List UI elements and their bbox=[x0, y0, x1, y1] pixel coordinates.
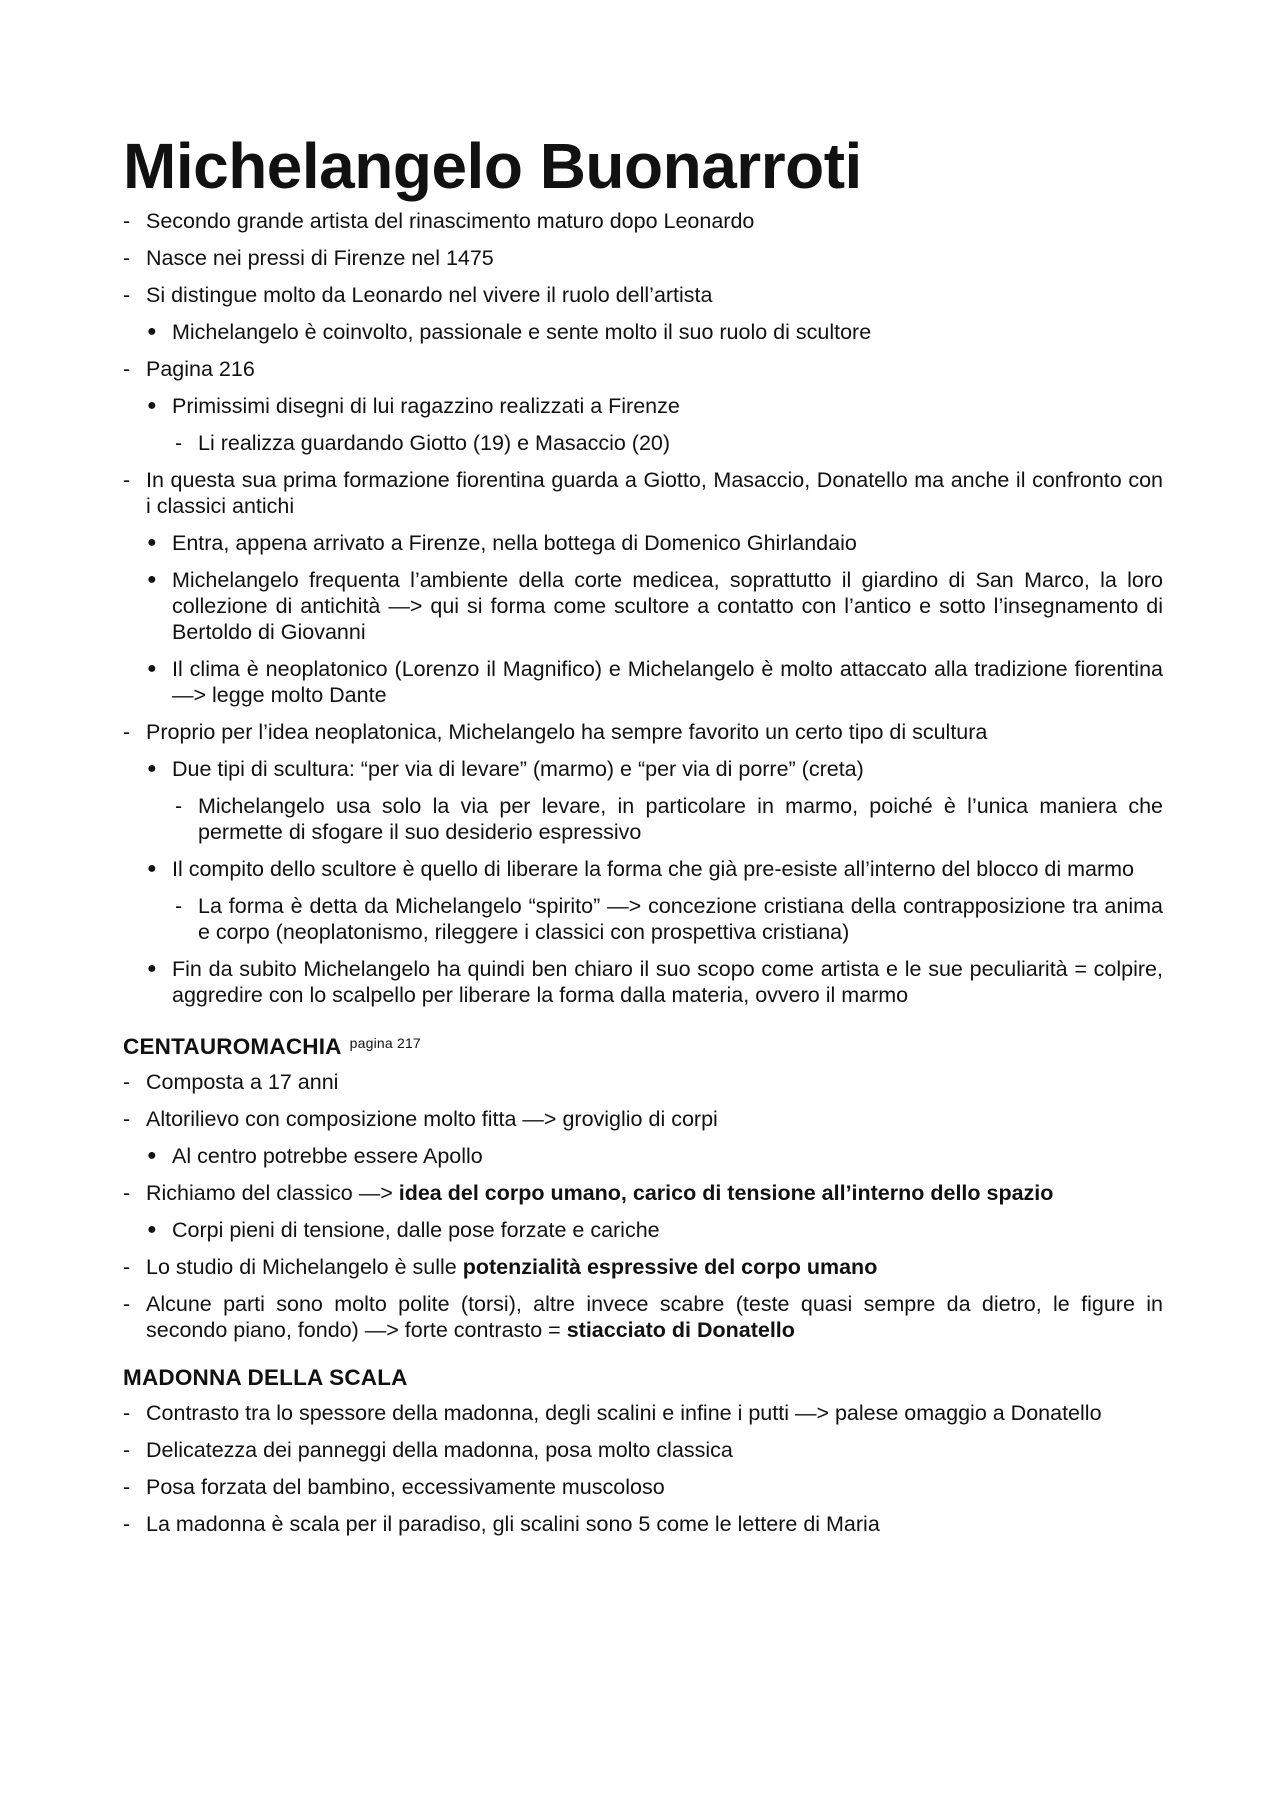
dash-icon: - bbox=[123, 1401, 131, 1425]
page-reference-note: pagina 217 bbox=[349, 1035, 421, 1051]
section-list bbox=[123, 1400, 1163, 1537]
list-item-text: Si distingue molto da Leonardo nel vivere il ruolo dell’artista bbox=[146, 283, 713, 307]
list-item-text: Composta a 17 anni bbox=[146, 1070, 339, 1094]
list-item bbox=[123, 719, 1163, 745]
bullet-icon: ● bbox=[147, 860, 157, 877]
list-item-text: Primissimi disegni di lui ragazzino realizzati a Firenze bbox=[172, 394, 680, 418]
list-item-text: Il compito dello scultore è quello di liberare la forma che già pre-esiste all’interno del blocco di marmo bbox=[172, 857, 1134, 881]
emphasis-text: stiacciato di Donatello bbox=[566, 1318, 795, 1342]
list-item bbox=[123, 793, 1163, 845]
dash-icon: - bbox=[123, 1181, 131, 1205]
bullet-icon: ● bbox=[147, 1221, 157, 1238]
list-item-text: Michelangelo usa solo la via per levare, in particolare in marmo, poiché è l’unica maniera che permette di sfogare il suo desiderio espressivo bbox=[198, 794, 1163, 844]
list-item-text: La madonna è scala per il paradiso, gli scalini sono 5 come le lettere di Maria bbox=[146, 1512, 880, 1536]
dash-icon: - bbox=[123, 468, 131, 492]
dash-icon: - bbox=[123, 1292, 131, 1316]
list-item-text: Due tipi di scultura: “per via di levare” (marmo) e “per via di porre” (creta) bbox=[172, 757, 864, 781]
dash-icon: - bbox=[175, 794, 183, 818]
list-item-text: Michelangelo è coinvolto, passionale e sente molto il suo ruolo di scultore bbox=[172, 320, 872, 344]
dash-icon: - bbox=[123, 1107, 131, 1131]
bullet-icon: ● bbox=[147, 1147, 157, 1164]
list-item bbox=[123, 856, 1163, 882]
section-heading-text: MADONNA DELLA SCALA bbox=[123, 1365, 408, 1390]
list-item bbox=[123, 1254, 1163, 1280]
list-item bbox=[123, 1217, 1163, 1243]
list-item-text: Posa forzata del bambino, eccessivamente muscoloso bbox=[146, 1475, 665, 1499]
list-item bbox=[123, 893, 1163, 945]
list-item-text: Richiamo del classico —> idea del corpo umano, carico di tensione all’interno dello spazio bbox=[146, 1181, 1054, 1205]
bullet-icon: ● bbox=[147, 660, 157, 677]
list-item-text: Li realizza guardando Giotto (19) e Masaccio (20) bbox=[198, 431, 671, 455]
list-item bbox=[123, 1180, 1163, 1206]
bullet-icon: ● bbox=[147, 534, 157, 551]
bullet-icon: ● bbox=[147, 760, 157, 777]
intro-list bbox=[123, 208, 1163, 1008]
list-item bbox=[123, 282, 1163, 308]
dash-icon: - bbox=[123, 1475, 131, 1499]
list-item-text: La forma è detta da Michelangelo “spirito” —> concezione cristiana della contrapposizione tra anima e corpo (neoplatonismo, rileggere i classici con prospettiva cristiana) bbox=[198, 894, 1163, 944]
dash-icon: - bbox=[175, 431, 183, 455]
dash-icon: - bbox=[123, 357, 131, 381]
list-item bbox=[123, 1291, 1163, 1343]
list-item-text: Il clima è neoplatonico (Lorenzo il Magnifico) e Michelangelo è molto attaccato alla tradizione fiorentina —> legge molto Dante bbox=[172, 657, 1163, 707]
dash-icon: - bbox=[123, 1438, 131, 1462]
section-heading bbox=[123, 1364, 1163, 1392]
list-item-text: Proprio per l’idea neoplatonica, Michelangelo ha sempre favorito un certo tipo di scultura bbox=[146, 720, 988, 744]
section-heading bbox=[123, 1029, 1163, 1061]
list-item bbox=[123, 567, 1163, 645]
list-item bbox=[123, 430, 1163, 456]
dash-icon: - bbox=[123, 246, 131, 270]
list-item-text: Corpi pieni di tensione, dalle pose forzate e cariche bbox=[172, 1218, 660, 1242]
bullet-icon: ● bbox=[147, 323, 157, 340]
page-title: Michelangelo Buonarroti bbox=[123, 130, 862, 202]
list-item bbox=[123, 1474, 1163, 1500]
list-item bbox=[123, 1437, 1163, 1463]
dash-icon: - bbox=[123, 1512, 131, 1536]
list-item bbox=[123, 656, 1163, 708]
list-item-text: Fin da subito Michelangelo ha quindi ben chiaro il suo scopo come artista e le sue peculiarità = colpire, aggredire con lo scalpello per liberare la forma dalla materia, ovvero il marmo bbox=[172, 957, 1163, 1007]
dash-icon: - bbox=[175, 894, 183, 918]
list-item-text: Alcune parti sono molto polite (torsi), altre invece scabre (teste quasi sempre da dietro, le figure in secondo piano, fondo) —> forte contrasto = stiacciato di Donatello bbox=[146, 1292, 1163, 1342]
list-item-text: Pagina 216 bbox=[146, 357, 255, 381]
list-item bbox=[123, 208, 1163, 234]
list-item-text: Delicatezza dei panneggi della madonna, posa molto classica bbox=[146, 1438, 733, 1462]
bullet-icon: ● bbox=[147, 960, 157, 977]
list-item bbox=[123, 1143, 1163, 1169]
list-item-text: Al centro potrebbe essere Apollo bbox=[172, 1144, 483, 1168]
dash-icon: - bbox=[123, 1255, 131, 1279]
bullet-icon: ● bbox=[147, 571, 157, 588]
dash-icon: - bbox=[123, 1070, 131, 1094]
dash-icon: - bbox=[123, 720, 131, 744]
list-item bbox=[123, 1106, 1163, 1132]
list-item-text: In questa sua prima formazione fiorentina guarda a Giotto, Masaccio, Donatello ma anche il confronto con i classici antichi bbox=[146, 468, 1163, 518]
dash-icon: - bbox=[123, 209, 131, 233]
dash-icon: - bbox=[123, 283, 131, 307]
list-item-text: Secondo grande artista del rinascimento maturo dopo Leonardo bbox=[146, 209, 755, 233]
list-item bbox=[123, 356, 1163, 382]
list-item bbox=[123, 1400, 1163, 1426]
emphasis-text: potenzialità espressive del corpo umano bbox=[462, 1255, 878, 1279]
list-item-text: Contrasto tra lo spessore della madonna, degli scalini e infine i putti —> palese omaggio a Donatello bbox=[146, 1401, 1102, 1425]
emphasis-text: idea del corpo umano, carico di tensione all’interno dello spazio bbox=[398, 1181, 1054, 1205]
list-item bbox=[123, 319, 1163, 345]
list-item-text: Nasce nei pressi di Firenze nel 1475 bbox=[146, 246, 494, 270]
document-body bbox=[123, 208, 1163, 1548]
list-item bbox=[123, 1511, 1163, 1537]
sections-container bbox=[123, 1029, 1163, 1537]
list-item bbox=[123, 756, 1163, 782]
list-item bbox=[123, 467, 1163, 519]
section-2 bbox=[123, 1364, 1163, 1537]
list-item-text: Altorilievo con composizione molto fitta —> groviglio di corpi bbox=[146, 1107, 718, 1131]
section-1 bbox=[123, 1029, 1163, 1343]
list-item-text: Michelangelo frequenta l’ambiente della corte medicea, soprattutto il giardino di San Marco, la loro collezione di antichità —> qui si forma come scultore a contatto con l’antico e sotto l’insegnamento di Bertoldo di Giovanni bbox=[172, 568, 1163, 644]
list-item bbox=[123, 1069, 1163, 1095]
bullet-icon: ● bbox=[147, 397, 157, 414]
list-item bbox=[123, 393, 1163, 419]
list-item bbox=[123, 530, 1163, 556]
list-item-text: Lo studio di Michelangelo è sulle potenzialità espressive del corpo umano bbox=[146, 1255, 878, 1279]
list-item bbox=[123, 956, 1163, 1008]
section-heading-text: CENTAUROMACHIA bbox=[123, 1034, 342, 1059]
list-item-text: Entra, appena arrivato a Firenze, nella bottega di Domenico Ghirlandaio bbox=[172, 531, 857, 555]
list-item bbox=[123, 245, 1163, 271]
section-list bbox=[123, 1069, 1163, 1343]
